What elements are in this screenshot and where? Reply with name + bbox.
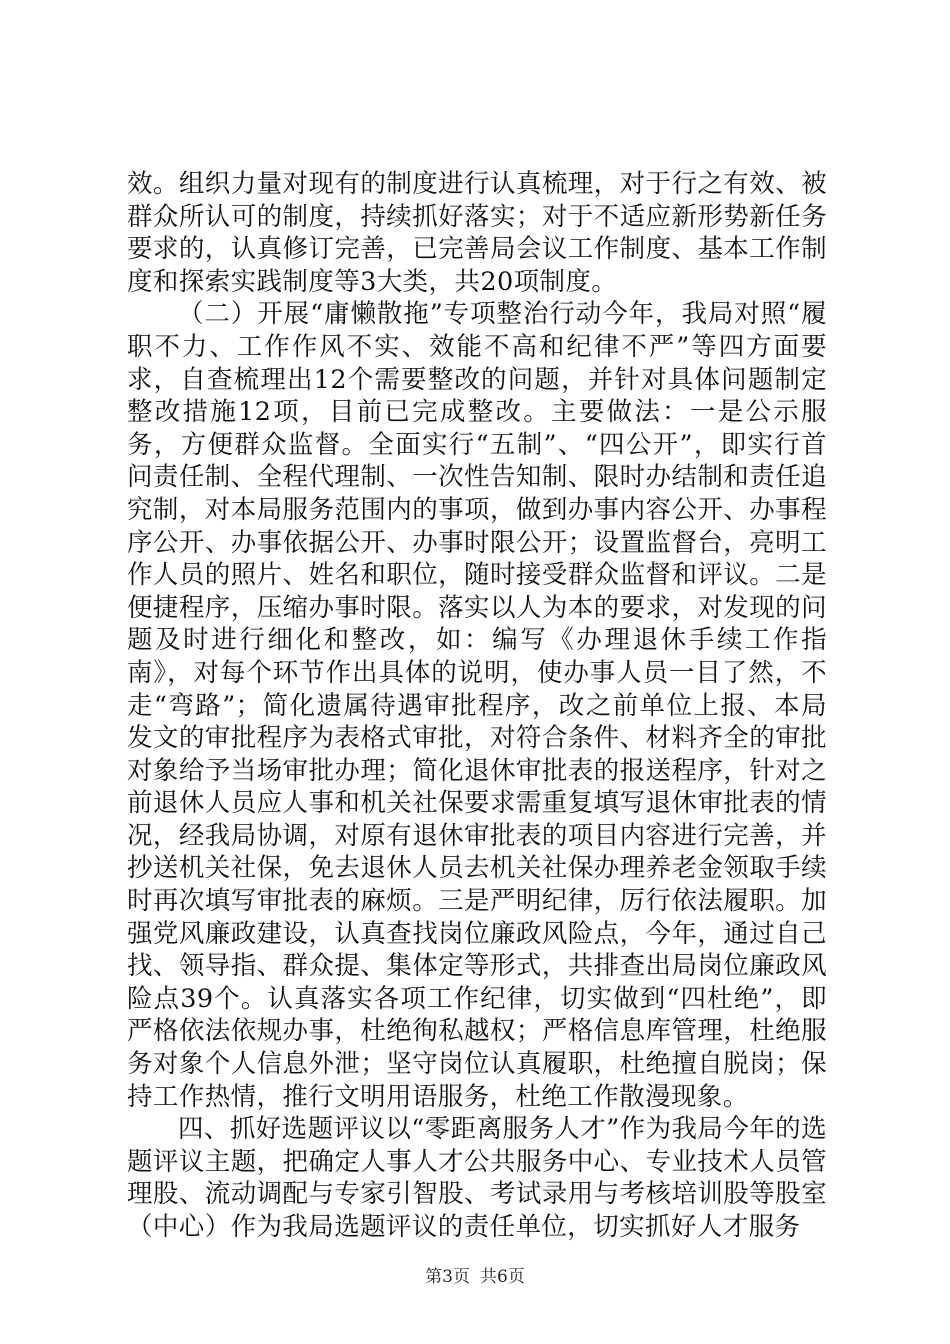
- paragraph-1: 效。组织力量对现有的制度进行认真梳理，对于行之有效、被群众所认可的制度，持续抓好落实；对于不适应新形势新任务要求的，认真修订完善，已完善局会议工作制度、基本工作制度和探索实践制度等3大类，共20项制度。: [127, 169, 827, 297]
- paragraph-2: （二）开展“庸懒散拖”专项整治行动今年，我局对照“履职不力、工作作风不实、效能不高和纪律不严”等四方面要求，自查梳理出12个需要整改的问题，并针对具体问题制定整改措施12项，目前已完成整改。主要做法：一是公示服务，方便群众监督。全面实行“五制”、“四公开”，即实行首问责任制、全程代理制、一次性告知制、限时办结制和责任追究制，对本局服务范围内的事项，做到办事内容公开、办事程序公开、办事依据公开、办事时限公开；设置监督台，亮明工作人员的照片、姓名和职位，随时接受群众监督和评议。二是便捷程序，压缩办事时限。落实以人为本的要求，对发现的问题及时进行细化和整改，如：编写《办理退休手续工作指南》，对每个环节作出具体的说明，使办事人员一目了然，不走“弯路”；简化遗属待遇审批程序，改之前单位上报、本局发文的审批程序为表格式审批，对符合条件、材料齐全的审批对象给予当场审批办理；简化退休审批表的报送程序，针对之前退休人员应人事和机关社保要求需重复填写退休审批表的情况，经我局协调，对原有退休审批表的项目内容进行完善，并抄送机关社保，免去退休人员去机关社保办理养老金领取手续时再次填写审批表的麻烦。三是严明纪律，厉行依法履职。加强党风廉政建设，认真查找岗位廉政风险点，今年，通过自己找、领导指、群众提、集体定等形式，共排查出局岗位廉政风险点39个。认真落实各项工作纪律，切实做到“四杜绝”，即严格依法依规办事，杜绝徇私越权；严格信息库管理，杜绝服务对象个人信息外泄；坚守岗位认真履职，杜绝擅自脱岗；保持工作热情，推行文明用语服务，杜绝工作散漫现象。: [127, 299, 827, 1112]
- page-number: 第3页: [425, 1267, 470, 1287]
- total-pages: 共6页: [480, 1267, 525, 1287]
- document-body: [127, 168, 827, 1244]
- paragraph-3: 四、抓好选题评议以“零距离服务人才”作为我局今年的选题评议主题，把确定人事人才公共服务中心、专业技术人员管理股、流动调配与专家引智股、考试录用与考核培训股等股室（中心）作为我局选题评议的责任单位，切实抓好人才服务: [127, 1114, 827, 1242]
- page-footer: [0, 1262, 950, 1287]
